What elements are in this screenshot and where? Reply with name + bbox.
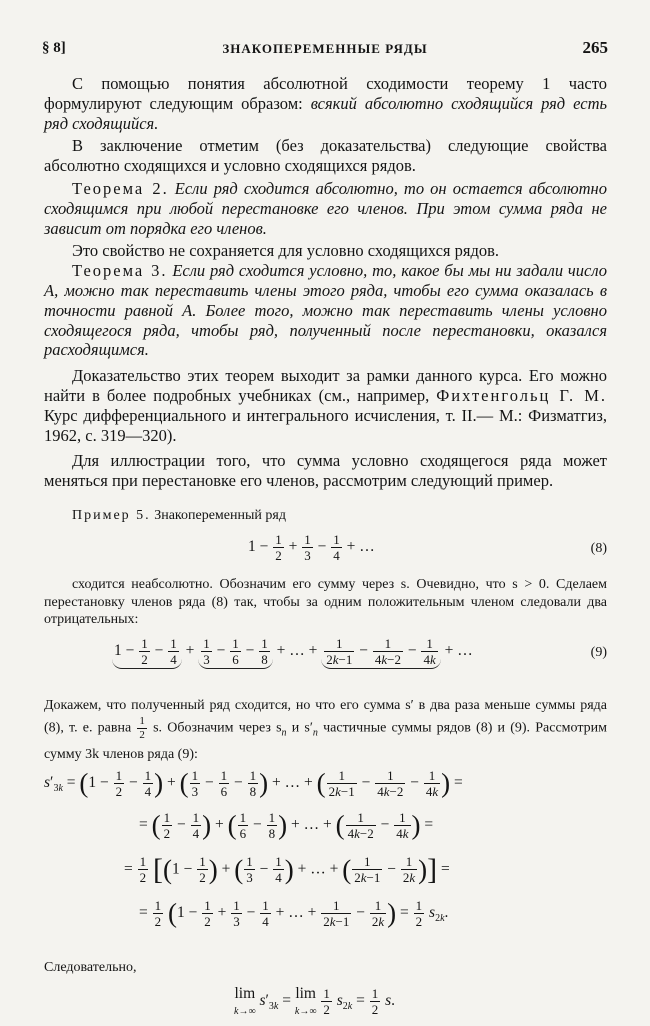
derivation-block [44, 769, 607, 941]
equation-9: 1 − $\frac{1}{2}$ − $\frac{1}{4}$ + $\frac{1}{3}$ − $\frac{1}{6}$ − $\frac{1}{8}$ + … + $\frac{1}{2k-1}$ − $\frac{1}{4k-2}$ − $\frac{1}{4k}$ + … (9) [114, 636, 607, 668]
one-half-fraction: $\frac{1}{2}$ [139, 715, 145, 742]
derivation-line-2: = ( $\frac{1}{2}$ − $\frac{1}{4}$ ) + ( $\frac{1}{6}$ − $\frac{1}{8}$ ) + … + ( $\frac{1}{4k-2}$ − $\frac{1}{4k}$ ) = [139, 809, 434, 841]
running-header [42, 38, 608, 60]
paragraph-6: сходится неабсолютно. Обозначим его сумму через s. Очевидно, что s > 0. Сделаем перестановку членов ряда (8) так, чтобы за одним положительным членом следовали два отрицательных: [44, 576, 607, 628]
p4-text: Доказательство этих теорем выходит за рамки данного курса. Его можно найти в более подробных учебниках (см., например, [44, 366, 607, 405]
p1-statement: всякий абсолютно сходящийся ряд есть ряд сходящийся. [44, 93, 607, 133]
section-marker: § 8] [42, 40, 66, 56]
p1-text: С помощью понятия абсолютной сходимости теорему 1 часто формулируют следующим образом: [44, 74, 607, 113]
example-text: Знакопеременный ряд [154, 507, 286, 523]
theorem-2-text: Если ряд сходится абсолютно, то он остается абсолютно сходящимся при любой перестановке его членов. При этом сумма ряда не зависит от порядка его членов. [44, 178, 607, 238]
theorem-3-label: Теорема 3. [72, 261, 168, 281]
paragraph-2: В заключение отметим (без доказательства) следующие свойства абсолютно сходящихся и условно сходящихся рядов. [44, 136, 607, 176]
derivation-line-1: $s'_{3k} = (1$ − $\frac{1}{2}$ − $\frac{1}{4}$ ) + ( $\frac{1}{3}$ − $\frac{1}{6}$ − $\frac{1}{8}$ ) + … + ( $\frac{1}{2k-1}$ − $\frac{1}{4k-2}$ − $\frac{1}{4k}$ ) = [44, 767, 463, 799]
paragraph-7: Докажем, что полученный ряд сходится, но что его сумма s′ в два раза меньше суммы ряда (8), т. е. равна $\frac{1}{2}$ s. Обозначим через $s_n$ и $s'_n$ частичные суммы рядов (8) и (9). Рассмотрим сумму 3k членов ряда (9): [44, 698, 607, 762]
p7-text-c: и s′ [286, 720, 313, 736]
p7-text-b: s. Обозначим через s [147, 720, 282, 736]
p7-text-a: Докажем, что полученный ряд сходится, но что его сумма s′ в два раза меньше суммы ряда (8), т. е. равна [44, 698, 607, 736]
page-number: 265 [582, 38, 608, 57]
theorem-2 [44, 179, 607, 238]
equation-8: 1 − $\frac{1}{2}$ + $\frac{1}{3}$ − $\frac{1}{4}$ + … (8) [248, 531, 607, 563]
example-5 [44, 507, 607, 525]
derivation-line-3: = $\frac{1}{2}$ [(1 − $\frac{1}{2}$ ) + ( $\frac{1}{3}$ − $\frac{1}{4}$ ) + … + ( $\frac{1}{2k-1}$ − $\frac{1}{2k}$ )] = [124, 852, 450, 886]
p7-text-d: частичные суммы рядов (8) и (9). Рассмотрим сумму 3k членов ряда (9): [44, 720, 607, 762]
derivation-line-4: = $\frac{1}{2}$ (1 − $\frac{1}{2}$ + $\frac{1}{3}$ − $\frac{1}{4}$ + … + $\frac{1}{2k-1}$ − $\frac{1}{2k}$ ) = $\frac{1}{2}$ $s_{2k}$. [139, 897, 449, 929]
chapter-title: ЗНАКОПЕРЕМЕННЫЕ РЯДЫ [222, 41, 428, 56]
paragraph-1 [44, 74, 607, 133]
limit-equation: lim k→∞ $s'_{3k} = \lim$ k→∞ $\frac{1}{2}$ $s_{2k}$ = $\frac{1}{2}$ s. [234, 985, 395, 1018]
paragraph-5: Для иллюстрации того, что сумма условно сходящегося ряда может меняться при перестановке его членов, рассмотрим следующий пример. [44, 451, 607, 491]
theorem-2-label: Теорема 2. [72, 178, 169, 198]
page-body [44, 74, 607, 1026]
paragraph-4 [44, 366, 607, 445]
p4-reference: Курс дифференциального и интегрального исчисления, т. II.— М.: Физматгиз, 1962, с. 319—320). [44, 405, 607, 445]
paragraph-3: Это свойство не сохраняется для условно сходящихся рядов. [72, 241, 500, 261]
conclusion-text: Следовательно, [44, 959, 137, 975]
equation-9-number: (9) [590, 645, 607, 661]
equation-8-number: (8) [590, 540, 607, 556]
theorem-3 [44, 261, 607, 360]
p4-author: Фихтенгольц Г. М. [436, 385, 607, 405]
theorem-3-text: Если ряд сходится условно, то, какое бы мы ни задали число A, можно так переставить члены этого ряда, чтобы его сумма оказалась в точности равной A. Более того, можно так переставить члены условно сходящегося ряда, чтобы ряд, полученный после перестановки, оказался расходящимся. [44, 261, 608, 360]
example-label: Пример 5. [72, 507, 151, 523]
